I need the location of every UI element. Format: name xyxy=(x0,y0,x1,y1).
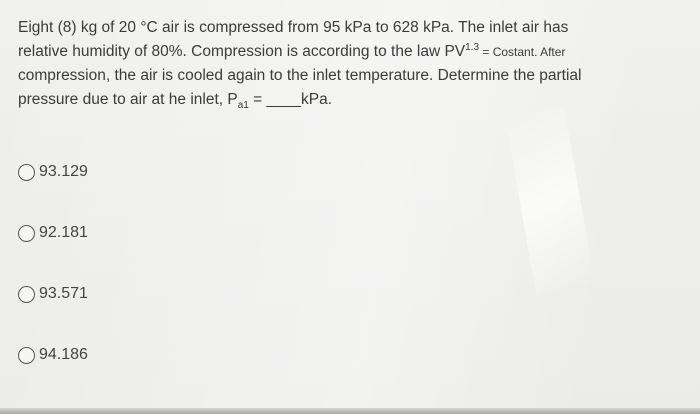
radio-button[interactable] xyxy=(18,225,35,242)
answer-options xyxy=(18,158,88,402)
radio-button[interactable] xyxy=(18,347,35,364)
question-text xyxy=(18,16,688,112)
screen-bottom-edge xyxy=(0,408,700,414)
radio-button[interactable] xyxy=(18,286,35,303)
screen-glare xyxy=(505,106,595,294)
subscript: a1 xyxy=(237,100,249,112)
answer-option[interactable] xyxy=(18,158,88,186)
answer-label: 92.181 xyxy=(39,224,88,241)
exponent: 1.3 xyxy=(465,41,480,53)
question-line-1: Eight (8) kg of 20 °C air is compressed from 95 kPa to 628 kPa. The inlet air has xyxy=(18,19,569,36)
answer-label: 93.129 xyxy=(39,163,88,180)
answer-label: 93.571 xyxy=(39,285,88,302)
question-line-4b: = ____kPa. xyxy=(248,91,333,108)
question-line-4a: pressure due to air at he inlet, P xyxy=(18,91,238,108)
answer-option[interactable] xyxy=(18,219,88,247)
answer-option[interactable] xyxy=(18,341,88,369)
answer-label: 94.186 xyxy=(39,346,88,363)
question-line-2b: = Costant. After xyxy=(479,45,566,59)
answer-option[interactable] xyxy=(18,280,88,308)
question-line-3: compression, the air is cooled again to the inlet temperature. Determine the partial xyxy=(18,67,582,84)
question-line-2a: relative humidity of 80%. Compression is according to the law PV xyxy=(18,43,466,60)
radio-button[interactable] xyxy=(18,164,35,181)
